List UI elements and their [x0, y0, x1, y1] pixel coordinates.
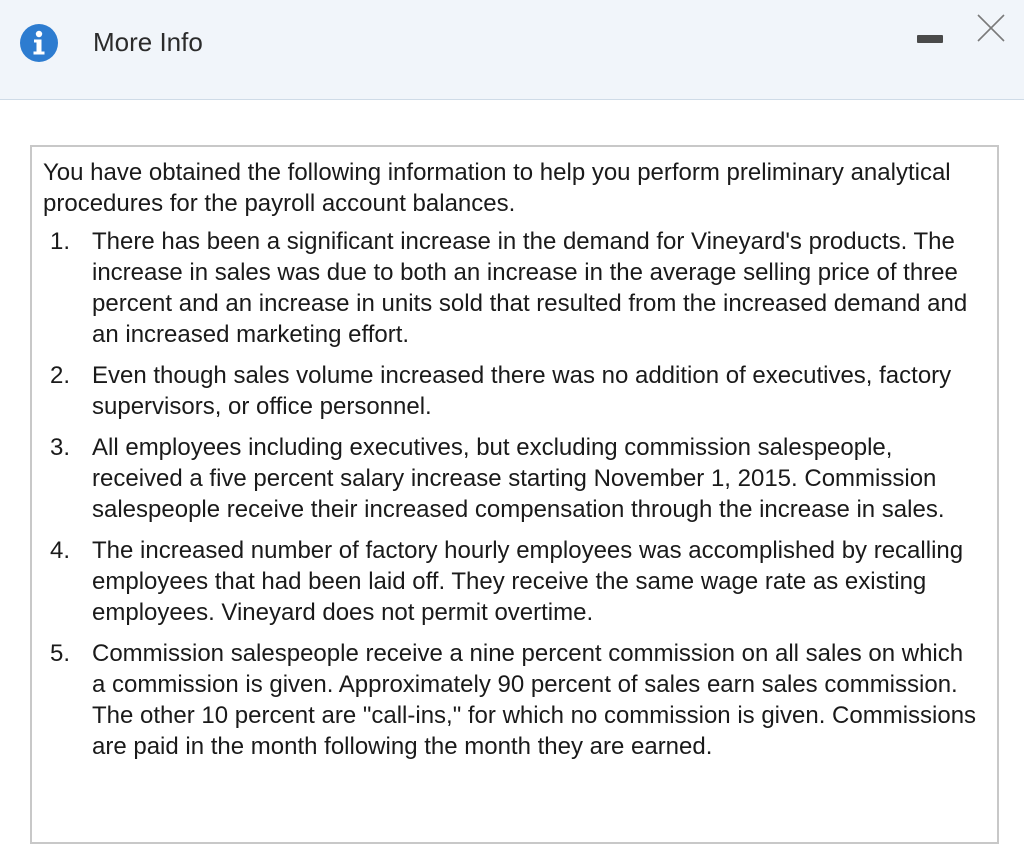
info-icon — [20, 24, 58, 62]
list-item — [43, 360, 977, 422]
info-content — [30, 145, 999, 844]
list-item-text: All employees including executives, but excluding commission salespeople, received a five percent salary increase starting November 1, 2015. Commission salespeople receive their increased compensation through the increase in sales. — [92, 434, 945, 523]
list-item-number: 3. — [50, 434, 71, 461]
list-item-number: 5. — [50, 640, 71, 667]
list-item-text: Commission salespeople receive a nine percent commission on all sales on which a commission is given. Approximately 90 percent of sales earn sales commission. The other 10 percent are "call-ins," for which no commission is given. Commissions are paid in the month following the month they are earned. — [92, 640, 977, 760]
list-item-number: 1. — [50, 228, 71, 255]
info-list — [43, 226, 977, 762]
close-button[interactable] — [973, 10, 1009, 46]
close-icon — [973, 10, 1009, 46]
list-item-text: The increased number of factory hourly employees was accomplished by recalling employees that had been laid off. They receive the same wage rate as existing employees. Vineyard does not permit overtime. — [92, 537, 964, 626]
list-item-text: There has been a significant increase in the demand for Vineyard's products. The increase in sales was due to both an increase in the average selling price of three percent and an increase in units sold that resulted from the increased demand and an increased marketing effort. — [92, 228, 968, 348]
title-bar — [0, 0, 1024, 100]
list-item — [43, 638, 977, 762]
list-item — [43, 535, 977, 628]
list-item-number: 2. — [50, 362, 71, 389]
dialog-title: More Info — [93, 27, 203, 57]
list-item-number: 4. — [50, 537, 71, 564]
list-item — [43, 432, 977, 525]
intro-text: You have obtained the following information to help you perform preliminary analytical procedures for the payroll account balances. — [43, 159, 951, 217]
minimize-icon — [917, 35, 943, 43]
minimize-button[interactable] — [912, 22, 948, 58]
list-item-text: Even though sales volume increased there was no addition of executives, factory supervisors, or office personnel. — [92, 362, 952, 420]
list-item — [43, 226, 977, 350]
